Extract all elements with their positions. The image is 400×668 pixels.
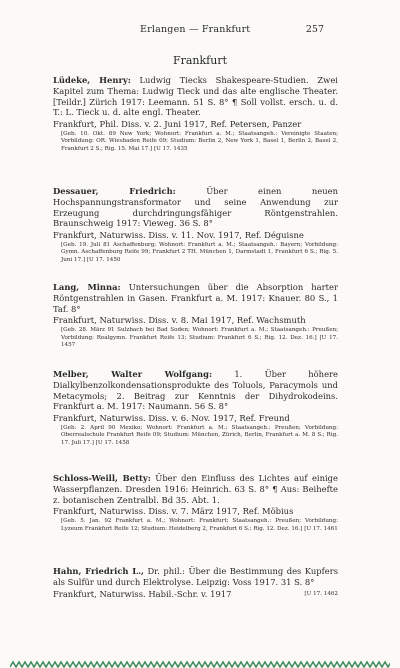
stamp-zigzag — [10, 662, 390, 667]
running-head — [0, 24, 400, 40]
biographical-note: [Geb. 10. Okt. 89 New York; Wohnort: Frankfurt a. M.; Staatsangeh.: Vereinigte Staaten; Vorbildung: OR. Wiesbaden Reife 09; Studium: Berlin 2, New York 1, Basel 1, Berlin 2, Basel 2, Frankfurt 2 S.; Rig. 15. Mai 17.] — [61, 130, 338, 152]
work-title: Dr. phil.: Über die Bestimmung des Kupfers als Sulfür und durch Elektrolyse. Leipzig: Voss 1917. 31 S. 8° — [53, 566, 338, 587]
biographical-note: [Geb. 19. Juli 81 Aschaffenburg; Wohnort: Frankfurt a. M.; Staatsangeh.: Bayern; Vorbildung: Gymn. Aschaffenburg Reife 99; Frankfurt 2 TH. München 1, Darmstadt 1, Frankfurt 6 S.; Rig. 5. Juni 17.] — [61, 241, 338, 263]
bibliography-entry — [53, 566, 338, 599]
author-name: Hahn, Friedrich L., — [53, 566, 144, 576]
work-title: Ludwig Tiecks Shakespeare-Studien. Zwei Kapitel zum Thema: Ludwig Tieck und das alte englische Theater. [Teildr.] Zürich 1917: Leemann. 51 S. 8° ¶ Soll vollst. ersch. u. d. T.: L. Tieck u. d. alte engl. Theater. — [53, 75, 338, 118]
bibliography-entry — [53, 282, 338, 349]
work-title: Über den Einfluss des Lichtes auf einige Wasserpflanzen. Dresden 1916: Heinrich. 63 S. 8° ¶ Aus: Beihefte z. botanischen Zentralbl. Bd 35. Abt. 1. — [53, 473, 338, 505]
catalog-id: [U 17. 1457 — [61, 334, 339, 348]
bibliography-entry — [53, 186, 338, 264]
degree-line: Frankfurt, Naturwiss. Habil.-Schr. v. 1917 — [53, 588, 232, 599]
library-stamp-border — [10, 656, 390, 668]
running-title: Erlangen — Frankfurt — [140, 24, 251, 35]
degree-line: Frankfurt, Phil. Diss. v. 2. Juni 1917, Ref. Petersen, Panzer — [53, 119, 302, 130]
catalog-id: [U 17. 1461 — [304, 525, 338, 532]
catalog-id: [U 17. 1435 — [153, 145, 188, 152]
work-title: Über einen neuen Hochspannungstransformator und seine Anwendung zur Erzeugung durchdringungsfähiger Röntgenstrahlen. Braunschweig 1917: Vieweg. 36 S. 8° — [53, 186, 338, 229]
biographical-note: [Geb. 5. Jan. 92 Frankfurt a. M.; Wohnort: Frankfurt; Staatsangeh.: Preußen; Vorbildung: Lyzeum Frankfurt Reife 12; Studium: Heidelberg 2, Frankfurt 6 S.; Rig. 12. Dez. 16.] — [61, 518, 338, 532]
bibliography-entry — [53, 75, 338, 153]
degree-line: Frankfurt, Naturwiss. Diss. v. 6. Nov. 1917, Ref. Freund — [53, 413, 290, 424]
biographical-note: [Geb. 28. März 91 Sulzbach bei Bad Soden; Wohnort: Frankfurt a. M.; Staatsangeh.: Preußen; Vorbildung: Realgymn. Frankfurt Reife 13; Studium: Frankfurt 6 S.; Rig. 12. Dez. 16.] — [61, 327, 338, 341]
catalog-id: [U 17. 1450 — [86, 256, 121, 263]
work-title: 1. Über höhere Dialkylbenzolkondensationsprodukte des Toluols, Paracymols und Metacymols; 2. Beitrag zur Kenntnis der Dihydrokodeins. Frankfurt a. M. 1917: Naumann. 56 S. 8° — [53, 369, 338, 412]
bibliography-entry — [53, 369, 338, 447]
degree-line: Frankfurt, Naturwiss. Diss. v. 7. März 1917, Ref. Möbius — [53, 506, 294, 517]
author-name: Schloss-Weill, Betty: — [53, 473, 151, 483]
biographical-note: [Geb. 2. April 90 Mexiko; Wohnort: Frankfurt a. M.; Staatsangeh.: Preußen; Vorbildung: Oberrealschule Frankfurt Reife 09; Studium: München, Zürich, Berlin, Frankfurt a. M. 8 S.; Rig. 17. Juli 17.] — [61, 424, 338, 446]
author-name: Melber, Walter Wolfgang: — [53, 369, 213, 379]
work-title: Untersuchungen über die Absorption harter Röntgenstrahlen in Gasen. Frankfurt a. M. 1917: Knauer. 80 S., 1 Taf. 8° — [53, 282, 338, 314]
bibliography-entry — [53, 473, 338, 533]
section-title: Frankfurt — [172, 54, 228, 67]
catalog-id: [U 17. 1462 — [304, 590, 338, 597]
author-name: Lang, Minna: — [53, 282, 121, 292]
author-name: Dessauer, Friedrich: — [53, 186, 176, 196]
page-number: 257 — [305, 24, 324, 35]
catalog-id: [U 17. 1458 — [95, 439, 130, 446]
stamp-pattern-icon — [10, 659, 390, 668]
degree-line: Frankfurt, Naturwiss. Diss. v. 8. Mai 1917, Ref. Wachsmuth — [53, 315, 306, 326]
degree-line: Frankfurt, Naturwiss. Diss. v. 11. Nov. 1917, Ref. Déguisne — [53, 230, 304, 241]
author-name: Lüdeke, Henry: — [53, 75, 131, 85]
